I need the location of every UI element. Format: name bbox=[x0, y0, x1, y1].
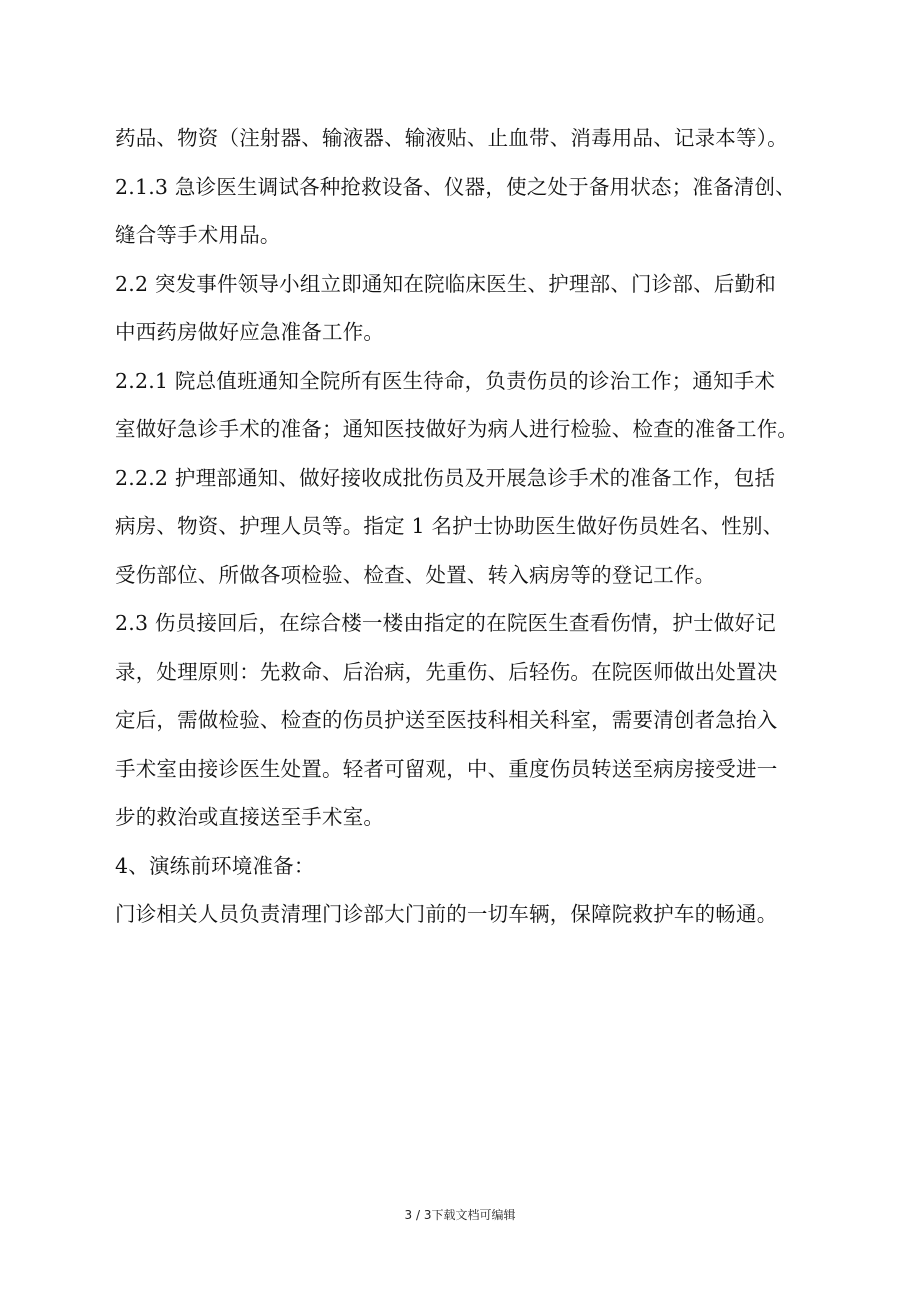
text-line: 室做好急诊手术的准备；通知医技做好为病人进行检验、检查的准备工作。 bbox=[115, 417, 799, 441]
text-line: 中西药房做好应急准备工作。 bbox=[115, 320, 385, 344]
section-heading: 4、演练前环境准备： bbox=[115, 853, 315, 878]
text-line: 受伤部位、所做各项检验、检查、处置、转入病房等的登记工作。 bbox=[115, 562, 716, 587]
text-line: 2.2 突发事件领导小组立即通知在院临床医生、护理部、门诊部、后勤和 bbox=[115, 271, 776, 296]
text-line: 定后，需做检验、检查的伤员护送至医技科相关科室，需要清创者急抬入 bbox=[115, 708, 778, 732]
text-line: 2.2.1 院总值班通知全院所有医生待命，负责伤员的诊治工作；通知手术 bbox=[115, 368, 776, 393]
text-line: 2.3 伤员接回后，在综合楼一楼由指定的在院医生查看伤情，护士做好记 bbox=[115, 611, 776, 635]
text-line: 门诊相关人员负责清理门诊部大门前的一切车辆，保障院救护车的畅通。 bbox=[115, 902, 778, 926]
document-body bbox=[115, 114, 810, 939]
text-line: 2.2.2 护理部通知、做好接收成批伤员及开展急诊手术的准备工作，包括 bbox=[115, 465, 776, 490]
text-line: 手术室由接诊医生处置。轻者可留观，中、重度伤员转送至病房接受进一 bbox=[115, 756, 778, 781]
text-line: 2.1.3 急诊医生调试各种抢救设备、仪器，使之处于备用状态；准备清创、 bbox=[115, 174, 796, 199]
text-line: 药品、物资（注射器、输液器、输液贴、止血带、消毒用品、记录本等）。 bbox=[115, 126, 788, 150]
page-footer: 3 / 3下载文档可编辑 bbox=[404, 1208, 516, 1222]
text-line: 缝合等手术用品。 bbox=[115, 223, 281, 247]
text-line: 病房、物资、护理人员等。指定 1 名护士协助医生做好伤员姓名、性别、 bbox=[115, 514, 784, 538]
text-line: 录，处理原则：先救命、后治病，先重伤、后轻伤。在院医师做出处置决 bbox=[115, 659, 778, 684]
text-line: 步的救治或直接送至手术室。 bbox=[115, 805, 385, 829]
